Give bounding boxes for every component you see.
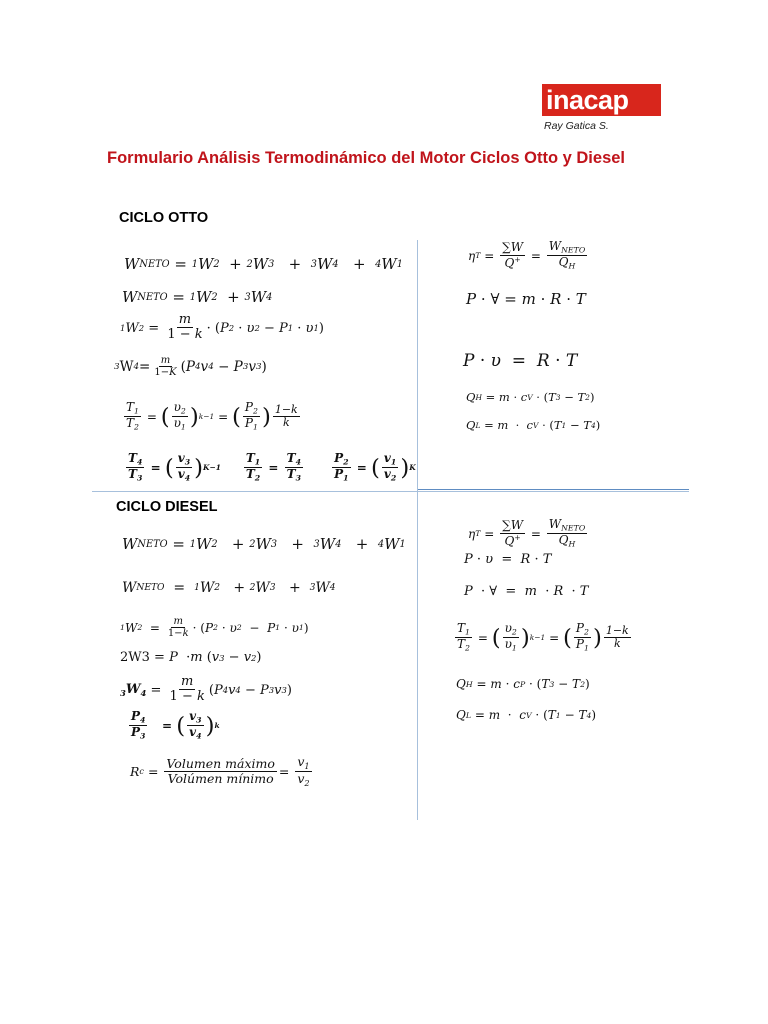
- diesel-rc: R c = $\frac{\text{Volumen máximo}}{\text{Volúmen mínimo}}$ = $\frac{v_1}{v_2}$: [130, 754, 310, 788]
- otto-wneto-sum: W NETO = 1 W 2 + 2 W 3 + 3 W 4 + 4 W 1: [124, 255, 403, 273]
- otto-heading: CICLO OTTO: [119, 210, 209, 226]
- diesel-qh: Q H = m · c P · ( T 3 − T 2 ): [456, 677, 590, 691]
- otto-1w2: 1 W 2 = $\frac{m}{1 - k}$ · ( P 2 · υ 2 − P 1 · υ 1 ): [120, 312, 324, 343]
- section-divider: [92, 491, 689, 492]
- diesel-heading: CICLO DIESEL: [116, 499, 218, 515]
- diesel-pv-mrt: P · ∀ = m · R · T: [464, 584, 589, 599]
- diesel-wneto-reduced: W NETO = 1 W 2 + 2 W 3 + 3 W 4: [122, 580, 336, 596]
- otto-pv-rt: P · υ = R · T: [463, 351, 578, 371]
- column-divider: [417, 240, 418, 820]
- diesel-pv-rt: P · υ = R · T: [464, 552, 552, 567]
- diesel-p4-p3: $\frac{P_4}{P_3}$ = ( $\frac{v_3}{v_4}$ ) k: [131, 709, 220, 741]
- volumen-maximo: Volumen máximo: [166, 755, 275, 771]
- otto-wneto-reduced: W NETO = 1 W 2 + 3 W 4: [122, 288, 273, 306]
- author-name: Ray Gatica S.: [544, 120, 609, 132]
- diesel-eta-t: η T = $\frac{\sum W}{Q^+}$ = $\frac{W_{NETO}}{Q_H}$: [468, 517, 586, 549]
- otto-ql: Q L = m · c V · ( T 1 − T 4 ): [466, 418, 601, 432]
- otto-eta-t: η T = $\frac{\sum W}{Q^+}$ = $\frac{W_{NETO}}{Q_H}$: [468, 239, 586, 271]
- page-title: Formulario Análisis Termodinámico del Motor Ciclos Otto y Diesel: [107, 149, 626, 167]
- diesel-3w4: $_3W_4$ = $\frac{m}{1 - k}$ ( P 4 v 4 − P 3 v 3 ): [120, 674, 292, 705]
- section-divider-accent: [418, 489, 689, 490]
- diesel-ql: Q L = m · c V · ( T 1 − T 4 ): [456, 708, 597, 722]
- otto-pv-mrt: P · ∀ = m · R · T: [466, 290, 586, 308]
- diesel-2w3: 2W3 = P · m ( v 3 − v 2 ): [120, 650, 262, 665]
- inacap-logo: inacap: [542, 84, 661, 116]
- otto-3w4: 3 W 4 = $\frac{m}{1-K}$ ( P 4 v 4 − P 3 v 3 ): [114, 355, 267, 378]
- diesel-adiabatic-relation: $\frac{T_1}{T_2}$ = ( $\frac{\upsilon_2}{\upsilon_1}$ ) k−1 = ( $\frac{P_2}{P_1}$ ) $\frac{1-k}{k}$: [457, 621, 629, 653]
- diesel-1w2: 1 W 2 = $\frac{m}{1-k}$ · ( P 2 · υ 2 − P 1 · υ 1 ): [120, 616, 309, 639]
- otto-adiabatic-relations: $\frac{T_1}{T_2}$ = ( $\frac{\upsilon_2}{\upsilon_1}$ ) k−1 = ( $\frac{P_2}{P_1}$ ) $\frac{1-k}{k}$: [126, 400, 298, 432]
- diesel-wneto-sum: W NETO = 1 W 2 + 2 W 3 + 3 W 4 + 4 W 1: [122, 535, 406, 553]
- volumen-minimo: Volúmen mínimo: [167, 770, 274, 786]
- otto-compact-ratios: $\frac{T_4}{T_3}$ = ( $\frac{v_3}{v_4}$ ) K−1 $\frac{T_1}{T_2}$ = $\frac{T_4}{T_3}$ $\frac{P_2}{P_1}$ = ( $\frac{v_1}{v_2}$ ) K: [128, 451, 416, 483]
- otto-qh: Q H = m · c V · ( T 3 − T 2 ): [466, 390, 595, 404]
